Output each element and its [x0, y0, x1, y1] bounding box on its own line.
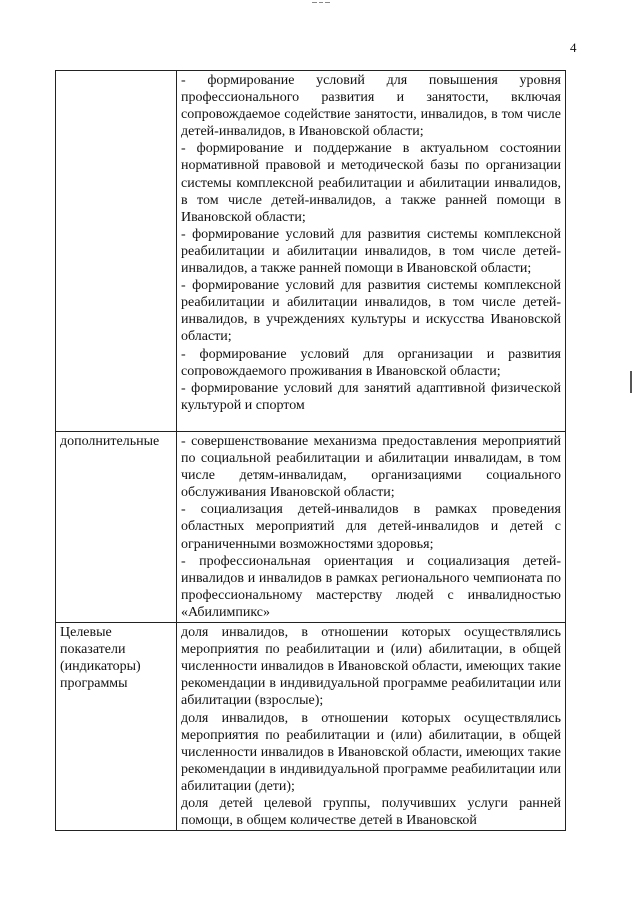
- scan-artifact: [312, 1, 330, 4]
- row-label-line: (индикаторы): [60, 659, 141, 675]
- row-content-cell: [177, 71, 566, 432]
- row-content-cell: [177, 623, 566, 831]
- row-label-line: показатели: [60, 642, 126, 658]
- table-row: [56, 432, 566, 623]
- page-number: 4: [570, 40, 577, 55]
- list-item: доля инвалидов, в отношении которых осуществлялись мероприятия по реабилитации и (или) абилитации, в общей численности инвалидов в Ивановской области, имеющих такие рекомендации в индивидуальной программе реабилитации или абилитации (дети);: [181, 710, 561, 794]
- row-label-line: Целевые: [60, 625, 112, 641]
- list-item: - социализация детей-инвалидов в рамках проведения областных мероприятий для детей-инвалидов и детей с ограниченными возможностями здоровья;: [181, 502, 561, 552]
- table-row: [56, 71, 566, 432]
- list-item: - формирование условий для занятий адаптивной физической культурой и спортом: [181, 380, 561, 413]
- list-item: - формирование условий для развития системы комплексной реабилитации и абилитации инвалидов, в том числе детей-инвалидов, а также ранней помощи в Ивановской области;: [181, 226, 561, 277]
- row-content-cell: [177, 432, 566, 623]
- list-item: - формирование условий для повышения уровня профессионального развития и занятости, включая сопровождаемое содействие занятости, инвалидов, в том числе детей-инвалидов, в Ивановской области;: [181, 73, 561, 140]
- scan-edge-artifact: [630, 371, 632, 393]
- list-item: - формирование условий для организации и развития сопровождаемого проживания в Ивановской области;: [181, 346, 561, 379]
- list-item: - совершенствование механизма предоставления мероприятий по социальной реабилитации и абилитации инвалидам, в том числе детям-инвалидам, организациями социального обслуживания Ивановской области;: [181, 434, 561, 501]
- list-item: доля инвалидов, в отношении которых осуществлялись мероприятия по реабилитации и (или) абилитации, в общей численности инвалидов в Ивановской области, имеющих такие рекомендации в индивидуальной программе реабилитации или абилитации (взрослые);: [181, 625, 561, 709]
- program-table: [55, 70, 566, 831]
- list-item: - формирование и поддержание в актуальном состоянии нормативной правовой и методической базы по организации системы комплексной реабилитации и абилитации инвалидов, в том числе детей-инвалидов, а также ранней помощи в Ивановской области;: [181, 141, 561, 225]
- row-label-cell: [56, 71, 177, 432]
- row-label-line: программы: [60, 676, 128, 692]
- list-item: - формирование условий для развития системы комплексной реабилитации и абилитации инвалидов, в том числе детей-инвалидов, в учреждениях культуры и искусства Ивановской области;: [181, 278, 561, 345]
- list-item: доля детей целевой группы, получивших услуги ранней помощи, в общем количестве детей в Ивановской: [181, 795, 561, 829]
- row-label-cell: [56, 623, 177, 831]
- row-label-cell: [56, 432, 177, 623]
- list-item: - профессиональная ориентация и социализация детей-инвалидов и инвалидов в рамках регионального чемпионата по профессиональному мастерству людей с инвалидностью «Абилимпикс»: [181, 553, 561, 620]
- table-row: [56, 623, 566, 831]
- row-label: дополнительные: [60, 434, 160, 449]
